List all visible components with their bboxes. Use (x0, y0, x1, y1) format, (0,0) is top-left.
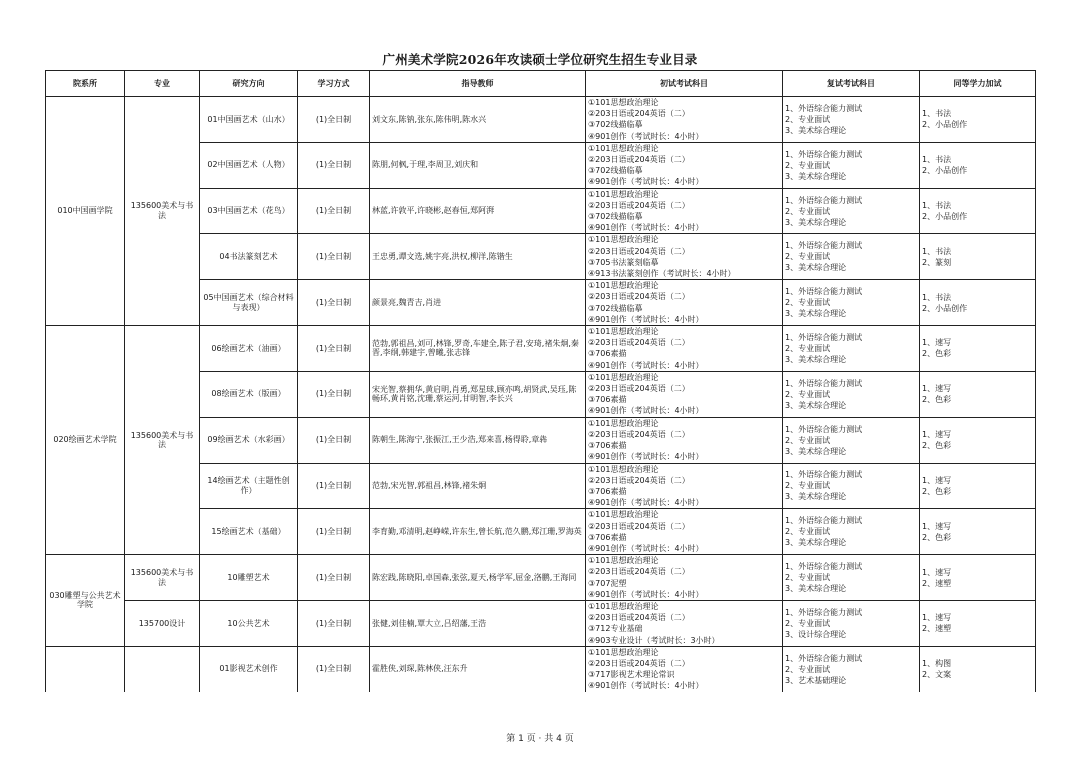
exam-subject: ④901创作（考试时长：4小时） (588, 498, 704, 508)
extra-exam-cell (920, 188, 1036, 234)
extra-subject: 2、小品创作 (922, 303, 968, 313)
retest-subject: 1、外语综合能力测试 (785, 607, 863, 617)
advisors-cell: 王忠勇,谭文选,姚宇亮,洪权,柳洋,陈锴生 (370, 234, 586, 280)
retest-subject: 2、专业面试 (785, 160, 831, 170)
extra-exam-cell (920, 417, 1036, 463)
table-row (46, 600, 1036, 646)
advisors-cell: 陈宏践,陈晓阳,卓国森,张弦,夏天,杨学军,屈金,洛鹏,王海同 (370, 555, 586, 601)
retest-subject: 3、美术综合理论 (785, 538, 847, 548)
initial-exam-cell (586, 371, 783, 417)
exam-subject: ①101思想政治理论 (588, 372, 659, 382)
department-cell: 030雕塑与公共艺术学院 (46, 555, 125, 647)
extra-subject: 1、速写 (922, 613, 952, 623)
exam-subject: ①101思想政治理论 (588, 143, 659, 153)
direction-cell: 14绘画艺术（主题性创作） (200, 463, 298, 509)
initial-exam-cell (586, 600, 783, 646)
exam-subject: ①101思想政治理论 (588, 98, 659, 107)
exam-subject: ④901创作（考试时长：4小时） (588, 452, 704, 462)
study-mode-cell: (1)全日制 (298, 600, 370, 646)
retest-subject: 3、美术综合理论 (785, 584, 847, 594)
extra-subject: 1、书法 (922, 246, 952, 256)
extra-subject: 2、色彩 (922, 349, 952, 359)
initial-exam-cell (586, 646, 783, 691)
study-mode-cell: (1)全日制 (298, 646, 370, 691)
retest-subject: 1、外语综合能力测试 (785, 149, 863, 159)
extra-exam-cell (920, 555, 1036, 601)
direction-cell: 10公共艺术 (200, 600, 298, 646)
extra-subject: 2、文案 (922, 670, 952, 680)
retest-cell (783, 463, 920, 509)
retest-subject: 1、外语综合能力测试 (785, 470, 863, 480)
exam-subject: ③702线描临摹 (588, 120, 643, 130)
retest-subject: 3、美术综合理论 (785, 263, 847, 273)
exam-subject: ②203日语或204英语（二） (588, 200, 690, 210)
exam-subject: ②203日语或204英语（二） (588, 338, 690, 348)
exam-subject: ③706素描 (588, 441, 627, 451)
exam-subject: ②203日语或204英语（二） (588, 429, 690, 439)
major-cell: 135600美术与书法 (125, 97, 200, 326)
extra-subject: 1、书法 (922, 155, 952, 165)
direction-cell: 01中国画艺术（山水） (200, 97, 298, 143)
extra-subject: 1、书法 (922, 292, 952, 302)
department-cell: 010中国画学院 (46, 97, 125, 326)
exam-subject: ③706素描 (588, 395, 627, 405)
exam-subject: ③702线描临摹 (588, 212, 643, 222)
retest-subject: 1、外语综合能力测试 (785, 195, 863, 205)
header-advisors: 指导教师 (370, 71, 586, 97)
retest-cell (783, 188, 920, 234)
exam-subject: ②203日语或204英语（二） (588, 567, 690, 577)
exam-subject: ②203日语或204英语（二） (588, 658, 690, 668)
retest-cell (783, 646, 920, 691)
retest-cell (783, 600, 920, 646)
extra-subject: 2、速塑 (922, 578, 952, 588)
extra-subject: 1、速写 (922, 430, 952, 440)
retest-subject: 3、美术综合理论 (785, 492, 847, 502)
enrollment-catalog-table (45, 70, 1036, 692)
exam-subject: ①101思想政治理论 (588, 418, 659, 428)
extra-subject: 1、书法 (922, 109, 952, 119)
retest-subject: 1、外语综合能力测试 (785, 103, 863, 113)
exam-subject: ④901创作（考试时长：4小时） (588, 406, 704, 416)
retest-cell (783, 417, 920, 463)
table-header-row (46, 71, 1036, 97)
advisors-cell: 刘文东,陈钠,张东,陈伟明,陈水兴 (370, 97, 586, 143)
extra-subject: 2、色彩 (922, 395, 952, 405)
exam-subject: ③706素描 (588, 486, 627, 496)
retest-subject: 3、美术综合理论 (785, 446, 847, 456)
extra-subject: 2、篆刻 (922, 257, 952, 267)
extra-exam-cell (920, 280, 1036, 326)
exam-subject: ④901创作（考试时长：4小时） (588, 681, 704, 691)
table-row (46, 646, 1036, 691)
header-retest: 复试考试科目 (783, 71, 920, 97)
study-mode-cell: (1)全日制 (298, 509, 370, 555)
direction-cell: 06绘画艺术（油画） (200, 326, 298, 372)
retest-cell (783, 234, 920, 280)
retest-subject: 2、专业面试 (785, 343, 831, 353)
extra-subject: 2、速塑 (922, 624, 952, 634)
retest-cell (783, 371, 920, 417)
exam-subject: ①101思想政治理论 (588, 189, 659, 199)
retest-subject: 1、外语综合能力测试 (785, 424, 863, 434)
retest-subject: 3、美术综合理论 (785, 217, 847, 227)
study-mode-cell: (1)全日制 (298, 97, 370, 143)
initial-exam-cell (586, 509, 783, 555)
exam-subject: ②203日语或204英语（二） (588, 155, 690, 165)
extra-exam-cell (920, 234, 1036, 280)
retest-subject: 3、艺术基础理论 (785, 675, 847, 685)
advisors-cell: 颜景亮,魏青吉,肖进 (370, 280, 586, 326)
initial-exam-cell (586, 417, 783, 463)
exam-subject: ②203日语或204英语（二） (588, 109, 690, 119)
exam-subject: ③706素描 (588, 532, 627, 542)
exam-subject: ①101思想政治理论 (588, 327, 659, 337)
exam-subject: ①101思想政治理论 (588, 601, 659, 611)
major-cell: 135600美术与书法 (125, 326, 200, 555)
retest-subject: 1、外语综合能力测试 (785, 562, 863, 572)
exam-subject: ②203日语或204英语（二） (588, 292, 690, 302)
retest-subject: 2、专业面试 (785, 664, 831, 674)
retest-subject: 3、美术综合理论 (785, 309, 847, 319)
header-initial-exam: 初试考试科目 (586, 71, 783, 97)
study-mode-cell: (1)全日制 (298, 234, 370, 280)
study-mode-cell: (1)全日制 (298, 142, 370, 188)
retest-subject: 2、专业面试 (785, 573, 831, 583)
exam-subject: ④901创作（考试时长：4小时） (588, 589, 704, 599)
header-department: 院系所 (46, 71, 125, 97)
extra-subject: 1、速写 (922, 567, 952, 577)
direction-cell: 09绘画艺术（水彩画） (200, 417, 298, 463)
extra-exam-cell (920, 142, 1036, 188)
document-title: 广州美术学院2026年攻读硕士学位研究生招生专业目录 (382, 52, 698, 67)
extra-subject: 2、小品创作 (922, 120, 968, 130)
page-number: 第 1 页 · 共 4 页 (506, 734, 574, 744)
study-mode-cell: (1)全日制 (298, 417, 370, 463)
extra-subject: 2、色彩 (922, 486, 952, 496)
retest-subject: 1、外语综合能力测试 (785, 241, 863, 251)
initial-exam-cell (586, 463, 783, 509)
header-study-mode: 学习方式 (298, 71, 370, 97)
table-row (46, 326, 1036, 372)
retest-subject: 2、专业面试 (785, 618, 831, 628)
retest-subject: 1、外语综合能力测试 (785, 516, 863, 526)
retest-subject: 1、外语综合能力测试 (785, 653, 863, 663)
exam-subject: ③707泥塑 (588, 578, 627, 588)
retest-subject: 3、设计综合理论 (785, 629, 847, 639)
exam-subject: ①101思想政治理论 (588, 464, 659, 474)
initial-exam-cell (586, 97, 783, 143)
direction-cell: 01影视艺术创作 (200, 646, 298, 691)
exam-subject: ④901创作（考试时长：4小时） (588, 223, 704, 233)
exam-subject: ①101思想政治理论 (588, 556, 659, 566)
advisors-cell: 范勃,宋光智,郭祖昌,林锋,褚朱炯 (370, 463, 586, 509)
extra-exam-cell (920, 97, 1036, 143)
retest-cell (783, 555, 920, 601)
retest-subject: 2、专业面试 (785, 389, 831, 399)
exam-subject: ④901创作（考试时长：4小时） (588, 314, 704, 324)
advisors-cell: 林蓝,许敦平,许晓彬,赵春恒,郑阿湃 (370, 188, 586, 234)
exam-subject: ④901创作（考试时长：4小时） (588, 543, 704, 553)
extra-subject: 1、速写 (922, 475, 952, 485)
retest-subject: 2、专业面试 (785, 298, 831, 308)
extra-subject: 2、小品创作 (922, 212, 968, 222)
initial-exam-cell (586, 555, 783, 601)
exam-subject: ④913书法篆刻创作（考试时长：4小时） (588, 269, 736, 279)
extra-subject: 1、速写 (922, 521, 952, 531)
extra-subject: 1、构图 (922, 659, 952, 669)
department-cell: 020绘画艺术学院 (46, 326, 125, 555)
initial-exam-cell (586, 188, 783, 234)
initial-exam-cell (586, 234, 783, 280)
header-major: 专业 (125, 71, 200, 97)
extra-exam-cell (920, 646, 1036, 691)
advisors-cell: 范勃,郭祖昌,刘可,林锋,罗奇,车建全,陈子君,安琦,褚朱炯,秦晋,李纲,韩建宇,曾曦,张志锋 (370, 326, 586, 372)
study-mode-cell: (1)全日制 (298, 326, 370, 372)
extra-exam-cell (920, 371, 1036, 417)
study-mode-cell: (1)全日制 (298, 371, 370, 417)
retest-cell (783, 326, 920, 372)
advisors-cell: 陈朋,何枫,于理,李周卫,刘庆和 (370, 142, 586, 188)
exam-subject: ③706素描 (588, 349, 627, 359)
extra-exam-cell (920, 509, 1036, 555)
direction-cell: 10雕塑艺术 (200, 555, 298, 601)
extra-subject: 2、色彩 (922, 441, 952, 451)
extra-subject: 2、小品创作 (922, 166, 968, 176)
initial-exam-cell (586, 142, 783, 188)
retest-subject: 3、美术综合理论 (785, 400, 847, 410)
department-cell (46, 646, 125, 691)
retest-subject: 2、专业面试 (785, 481, 831, 491)
exam-subject: ③712专业基础 (588, 624, 643, 634)
exam-subject: ②203日语或204英语（二） (588, 613, 690, 623)
direction-cell: 02中国画艺术（人物） (200, 142, 298, 188)
extra-exam-cell (920, 600, 1036, 646)
exam-subject: ①101思想政治理论 (588, 510, 659, 520)
exam-subject: ④903专业设计（考试时长：3小时） (588, 635, 720, 645)
table-row (46, 97, 1036, 143)
exam-subject: ④901创作（考试时长：4小时） (588, 360, 704, 370)
retest-subject: 1、外语综合能力测试 (785, 378, 863, 388)
extra-subject: 1、速写 (922, 338, 952, 348)
exam-subject: ④901创作（考试时长：4小时） (588, 131, 704, 141)
retest-subject: 3、美术综合理论 (785, 125, 847, 135)
header-direction: 研究方向 (200, 71, 298, 97)
exam-subject: ③702线描临摹 (588, 303, 643, 313)
exam-subject: ②203日语或204英语（二） (588, 521, 690, 531)
exam-subject: ②203日语或204英语（二） (588, 246, 690, 256)
major-cell: 135600美术与书法 (125, 555, 200, 601)
advisors-cell: 宋光智,蔡拥华,黄启明,肖勇,郑星球,顾亦鸣,胡贤武,吴珏,陈畅环,黄肖铭,沈珊,蔡运河,甘明智,李长兴 (370, 371, 586, 417)
retest-subject: 2、专业面试 (785, 206, 831, 216)
retest-subject: 3、美术综合理论 (785, 171, 847, 181)
extra-exam-cell (920, 463, 1036, 509)
direction-cell: 08绘画艺术（版画） (200, 371, 298, 417)
retest-cell (783, 142, 920, 188)
initial-exam-cell (586, 280, 783, 326)
exam-subject: ④901创作（考试时长：4小时） (588, 177, 704, 187)
advisors-cell: 霍胜侠,刘琛,陈林侠,汪东升 (370, 646, 586, 691)
retest-subject: 3、美术综合理论 (785, 354, 847, 364)
advisors-cell: 李育勤,邓清明,赵峥嵘,许东生,曾长航,范久鹏,郑江珊,罗海英 (370, 509, 586, 555)
study-mode-cell: (1)全日制 (298, 188, 370, 234)
major-cell (125, 646, 200, 691)
exam-subject: ③705书法篆刻临摹 (588, 257, 659, 267)
exam-subject: ②203日语或204英语（二） (588, 384, 690, 394)
header-extra-exam: 同等学力加试 (920, 71, 1036, 97)
direction-cell: 03中国画艺术（花鸟） (200, 188, 298, 234)
exam-subject: ③702线描临摹 (588, 166, 643, 176)
exam-subject: ①101思想政治理论 (588, 281, 659, 291)
retest-cell (783, 509, 920, 555)
retest-subject: 1、外语综合能力测试 (785, 287, 863, 297)
extra-exam-cell (920, 326, 1036, 372)
retest-subject: 2、专业面试 (785, 114, 831, 124)
retest-subject: 2、专业面试 (785, 435, 831, 445)
retest-cell (783, 280, 920, 326)
retest-subject: 2、专业面试 (785, 252, 831, 262)
exam-subject: ③717影视艺术理论常识 (588, 670, 675, 680)
extra-subject: 2、色彩 (922, 532, 952, 542)
study-mode-cell: (1)全日制 (298, 280, 370, 326)
exam-subject: ①101思想政治理论 (588, 647, 659, 657)
advisors-cell: 张健,刘佳楠,覃大立,吕绍藩,王浩 (370, 600, 586, 646)
initial-exam-cell (586, 326, 783, 372)
retest-cell (783, 97, 920, 143)
study-mode-cell: (1)全日制 (298, 555, 370, 601)
direction-cell: 04书法篆刻艺术 (200, 234, 298, 280)
major-cell: 135700设计 (125, 600, 200, 646)
extra-subject: 1、速写 (922, 384, 952, 394)
retest-subject: 2、专业面试 (785, 527, 831, 537)
direction-cell: 15绘画艺术（基础） (200, 509, 298, 555)
direction-cell: 05中国画艺术（综合材料与表现） (200, 280, 298, 326)
retest-subject: 1、外语综合能力测试 (785, 332, 863, 342)
study-mode-cell: (1)全日制 (298, 463, 370, 509)
extra-subject: 1、书法 (922, 201, 952, 211)
exam-subject: ①101思想政治理论 (588, 235, 659, 245)
exam-subject: ②203日语或204英语（二） (588, 475, 690, 485)
advisors-cell: 陈朝生,陈海宁,张振江,王少浩,郑来喜,杨得聆,章犇 (370, 417, 586, 463)
table-row (46, 555, 1036, 601)
